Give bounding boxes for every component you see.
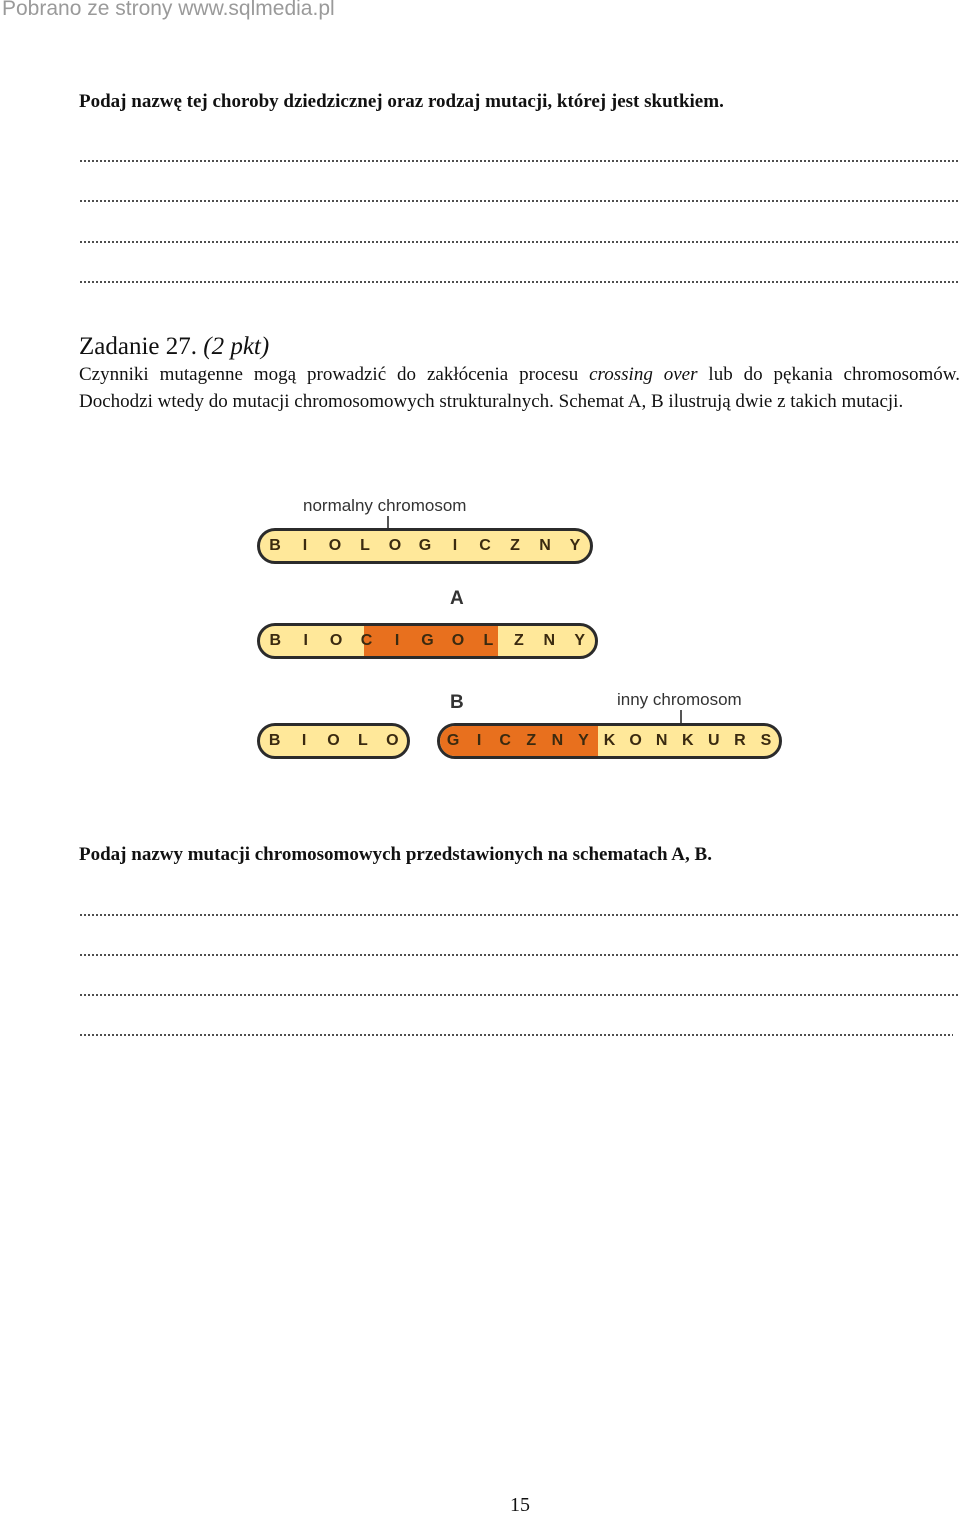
question-1: Podaj nazwę tej choroby dziedzicznej oraz rodzaj mutacji, której jest skutkiem. (79, 91, 724, 112)
gene-normal_genes-10: Y (569, 537, 581, 554)
gene-b_right_genes-6: K (603, 732, 616, 749)
gene-normal_genes-6: I (452, 537, 458, 554)
task-title (79, 333, 269, 361)
gene-a_genes-5: G (421, 632, 434, 649)
question-2: Podaj nazwy mutacji chromosomowych przedstawionych na schematach A, B. (79, 844, 712, 865)
gene-normal_genes-3: L (360, 537, 370, 554)
label-a: A (450, 588, 464, 609)
other-chromosome-label: inny chromosom (617, 690, 742, 709)
gene-normal_genes-0: B (269, 537, 281, 554)
answer-line-3[interactable] (79, 241, 959, 243)
answer-line-1[interactable] (79, 160, 959, 162)
gene-a_genes-1: I (303, 632, 308, 649)
gene-a_genes-7: L (483, 632, 494, 649)
gene-normal_genes-2: O (328, 537, 342, 554)
gene-b_right_genes-7: O (629, 732, 642, 749)
gene-b_right_genes-12: S (760, 732, 772, 749)
task-text-1: Czynniki mutagenne mogą prowadzić do zakłócenia procesu (79, 364, 590, 385)
task-points: (2 pkt) (203, 333, 270, 360)
chromosome-b-right (437, 723, 782, 759)
gene-b_right_genes-2: C (499, 732, 511, 749)
chromosome-b-left (257, 723, 410, 759)
gene-b_left_genes-2: O (327, 732, 340, 749)
gene-b_right_genes-10: U (708, 732, 720, 749)
gene-a_genes-10: Y (574, 632, 586, 649)
answer-line-5[interactable] (79, 914, 959, 916)
gene-a_genes-6: O (451, 632, 465, 649)
gene-normal_genes-9: N (539, 537, 551, 554)
chromosome-diagram (255, 492, 785, 764)
gene-a_genes-3: C (360, 632, 373, 649)
gene-a_genes-9: N (543, 632, 556, 649)
gene-b_left_genes-4: O (386, 732, 399, 749)
gene-b_right_genes-9: K (681, 732, 694, 749)
answer-line-4[interactable] (79, 281, 959, 283)
gene-b_left_genes-0: B (268, 732, 281, 749)
gene-a_genes-4: I (394, 632, 400, 649)
chromosome-a (257, 623, 598, 659)
answer-line-7[interactable] (79, 994, 959, 996)
gene-normal_genes-8: Z (510, 537, 520, 554)
page-number: 15 (510, 1494, 530, 1516)
gene-normal_genes-1: I (302, 537, 308, 554)
gene-b_right_genes-8: N (655, 732, 668, 749)
gene-normal_genes-7: C (479, 537, 491, 554)
other-label-pointer (680, 710, 682, 724)
answer-line-2[interactable] (79, 200, 959, 202)
gene-b_right_genes-4: N (551, 732, 564, 749)
label-b: B (450, 692, 464, 713)
gene-b_right_genes-0: G (446, 732, 460, 749)
gene-a_genes-0: B (269, 632, 281, 649)
answer-line-8[interactable] (79, 1034, 953, 1036)
watermark: Pobrano ze strony www.sqlmedia.pl (2, 0, 335, 20)
gene-b_left_genes-3: L (358, 732, 368, 749)
normal-chromosome-label: normalny chromosom (303, 496, 467, 515)
gene-a_genes-8: Z (513, 632, 524, 649)
answer-line-6[interactable] (79, 954, 959, 956)
task-number: Zadanie 27. (79, 333, 198, 360)
task-description (79, 361, 960, 415)
gene-normal_genes-4: O (388, 537, 402, 554)
task-text-2: lub do pękania chromosomów. Dochodzi wtedy do mutacji chromosomowych strukturalnych. Schemat A, B ilustrują dwie z takich mutacji. (79, 364, 960, 412)
gene-normal_genes-5: G (418, 537, 432, 554)
normal-chromosome (257, 528, 593, 564)
gene-b_right_genes-11: R (734, 732, 746, 749)
gene-b_left_genes-1: I (301, 732, 307, 749)
gene-b_right_genes-3: Z (526, 732, 537, 749)
gene-a_genes-2: O (329, 632, 343, 649)
task-text-italic: crossing over (589, 364, 698, 385)
gene-b_right_genes-1: I (476, 732, 482, 749)
gene-b_right_genes-5: Y (578, 732, 589, 749)
